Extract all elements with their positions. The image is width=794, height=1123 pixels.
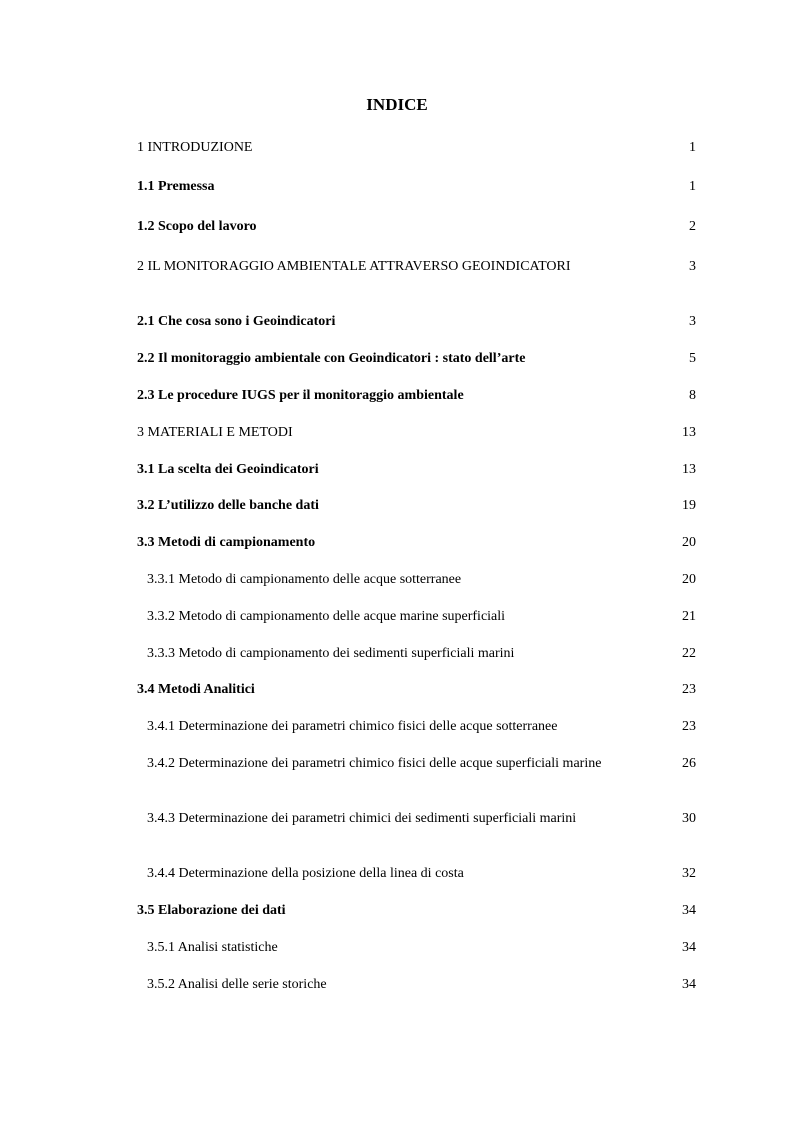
toc-entry-page: 8 [689,388,696,403]
toc-entry-label: 1.1 Premessa [137,179,215,194]
toc-entry-label: 3.5.2 Analisi delle serie storiche [147,977,327,992]
toc-entry-page: 1 [689,140,696,155]
toc-entry-3-3-2 [137,607,696,626]
toc-entry-1 [137,138,696,157]
toc-entry-3-4-2 [137,754,696,773]
toc-entry-page: 2 [689,219,696,234]
toc-entry-label: 2 IL MONITORAGGIO AMBIENTALE ATTRAVERSO GEOINDICATORI [137,259,571,274]
toc-entry-label: 1.2 Scopo del lavoro [137,219,257,234]
toc-entry-page: 3 [689,259,696,274]
toc-entry-label: 3.4.1 Determinazione dei parametri chimico fisici delle acque sotterranee [147,719,558,734]
toc-entry-page: 13 [682,425,696,440]
toc-entry-page: 32 [682,866,696,881]
toc-entry-3-4 [137,680,696,699]
toc-entry-page: 1 [689,179,696,194]
toc-entry-3-2 [137,496,696,515]
toc-entry-3-5-2 [137,975,696,994]
toc-entry-page: 13 [682,462,696,477]
toc-entry-page: 5 [689,351,696,366]
page-title: INDICE [366,95,428,114]
toc-entry-3-4-1 [137,717,696,736]
toc-entry-page: 22 [682,646,696,661]
toc-entry-3-5-1 [137,938,696,957]
toc-entry-label: 2.1 Che cosa sono i Geoindicatori [137,314,336,329]
toc-entry-2-3 [137,386,696,405]
toc-entry-page: 20 [682,572,696,587]
toc-entry-3-4-4 [137,864,696,883]
toc-entry-label: 2.2 Il monitoraggio ambientale con Geoindicatori : stato dell’arte [137,351,526,366]
toc-entry-label: 3.3.2 Metodo di campionamento delle acque marine superficiali [147,609,506,624]
toc-entry-page: 19 [682,498,696,513]
toc-entry-page: 34 [682,940,696,955]
toc-entry-page: 34 [682,977,696,992]
toc-entry-1-2 [137,217,696,236]
toc-entry-label: 3.2 L’utilizzo delle banche dati [137,498,319,513]
toc-entry-label: 3.3 Metodi di campionamento [137,535,316,550]
toc-entry-page: 21 [682,609,696,624]
toc-entry-2-1 [137,312,696,331]
toc-entry-page: 30 [682,811,696,826]
toc-entry-page: 26 [682,756,696,771]
toc-entry-label: 3 MATERIALI E METODI [137,425,293,440]
toc-entry-page: 20 [682,535,696,550]
toc-entry-2-2 [137,349,696,368]
toc-entry-3-4-3 [137,809,696,828]
toc-entry-label: 3.4.3 Determinazione dei parametri chimici dei sedimenti superficiali marini [147,811,577,826]
toc-entry-label: 1 INTRODUZIONE [137,140,253,155]
toc-entry-3-3 [137,533,696,552]
toc-entry-page: 23 [682,682,696,697]
toc-entry-label: 3.3.1 Metodo di campionamento delle acque sotterranee [147,572,462,587]
toc-entry-3-3-3 [137,644,696,663]
toc-entry-label: 3.1 La scelta dei Geoindicatori [137,462,319,477]
toc-entry-label: 3.3.3 Metodo di campionamento dei sedimenti superficiali marini [147,646,515,661]
toc-entry-label: 2.3 Le procedure IUGS per il monitoraggio ambientale [137,388,464,403]
toc-entry-3-1 [137,460,696,479]
toc-entry-page: 3 [689,314,696,329]
toc-entry-2 [137,257,696,276]
toc-entry-label: 3.5 Elaborazione dei dati [137,903,286,918]
toc-entry-3-3-1 [137,570,696,589]
toc-entry-page: 23 [682,719,696,734]
toc-entry-1-1 [137,177,696,196]
toc-entry-page: 34 [682,903,696,918]
toc-entry-label: 3.4.4 Determinazione della posizione della linea di costa [147,866,464,881]
toc-entry-3 [137,423,696,442]
toc-entry-label: 3.5.1 Analisi statistiche [147,940,278,955]
toc-entry-label: 3.4.2 Determinazione dei parametri chimico fisici delle acque superficiali marine [147,756,602,771]
toc-entry-3-5 [137,901,696,920]
toc-entry-label: 3.4 Metodi Analitici [137,682,255,697]
